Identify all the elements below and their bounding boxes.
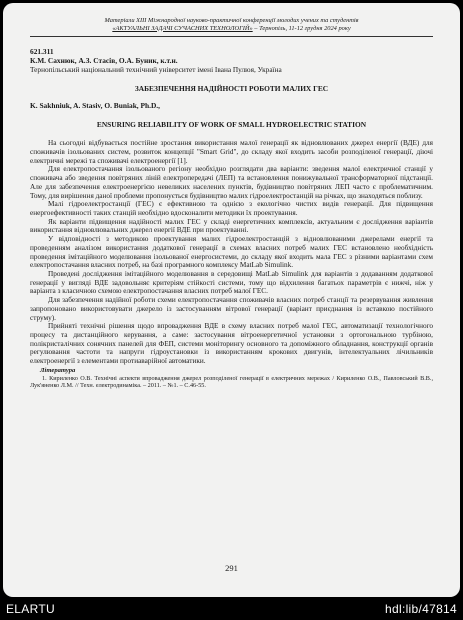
authors-ukrainian: К.М. Сахнюк, А.З. Стасів, О.А. Буник, к.т.н. — [30, 56, 178, 66]
reference-item: 1. Кириленко О.В. Технічні аспекти впровадження джерел розподіленої генерації в електричних мережах / Кириленко О.В., Павловський В.В., Лук'яненко Л.М. // Техн. електродинаміка. – 2011. – №1. – С.46-55. — [30, 374, 433, 390]
repository-label: ELARTU — [6, 602, 55, 616]
header-conference-name: «АКТУАЛЬНІ ЗАДАЧІ СУЧАСНИХ ТЕХНОЛОГІЙ» — [112, 24, 253, 32]
handle-label: hdl:lib/47814 — [385, 602, 457, 616]
paragraph: Як варіанти підвищення надійності малих ГЕС у складі енергетичних комплексів, актуальним є дослідження варіантів використання відновлювальних джерел енергії ВДЕ при проектуванні. — [30, 217, 433, 235]
paragraph: У відповідності з методикою проектування малих гідроелектростанцій з відновлюваними джерелами енергії та проведенням аналізом використання додаткової генерації в схемах власних потреб малих ГЕС встановлено необхідність проведення імітаційного моделювання ізольованої енергосистеми, до складу якої входить мала ГЕС з різними варіантами схем електропостачання власних потреб, на базі програмного комплексу MatLab Simulink. — [30, 235, 433, 270]
authors-english: K. Sakhniuk, A. Stasiv, O. Buniak, Ph.D., — [30, 101, 161, 111]
literature-heading: Література — [40, 366, 76, 374]
paragraph: Проведені дослідження імітаційного моделювання в середовищі MatLab Simulink для варіантів з додаванням додаткової генерації у вигляді ВДЕ задовольняє критеріям стійкості системи, тому що відхилення багатьох параметрів є нижчі, ніж у варіанта з класичною схемою електропостачання власних потреб малої ГЕС. — [30, 269, 433, 296]
title-ukrainian: ЗАБЕЗПЕЧЕННЯ НАДІЙНОСТІ РОБОТИ МАЛИХ ГЕС — [134, 84, 329, 94]
header-divider — [30, 36, 433, 37]
affiliation: Тернопільський національний технічний університет імені Івана Пулюя, Україна — [30, 65, 282, 75]
running-header — [30, 17, 433, 32]
page-content — [30, 3, 433, 390]
paragraph: Для забезпечення надійної роботи схеми електропостачання споживачів власних потреб станції та резервування живлення запропоновано використовувати джерело із застосуванням вітрової генерації (варіант приєднання із вставкою постійного струму). — [30, 296, 433, 322]
udc-code: 621.311 — [30, 47, 54, 57]
paragraph: Прийняті технічні рішення щодо впровадження ВДЕ в схему власних потреб малої ГЕС, автоматизації технологічного процесу та дистанційного керування, а саме: застосування вітроенергетичної установки з ортогональною турбіною, полікристалічних сонячних панелей для ФЕП, системи моніторингу основного та допоміжного обладнання, конструкції органів регулювання частоти та напруги гідроустановки із використанням крокових двигунів, інтелектуальних лічильників електроенергії з елементами протиаварійної автоматики. — [30, 322, 433, 366]
page-number: 291 — [225, 563, 238, 573]
article-body — [30, 139, 433, 390]
title-english: ENSURING RELIABILITY OF WORK OF SMALL HYDROELECTRIC STATION — [96, 120, 367, 130]
header-line-2 — [30, 25, 433, 33]
document-page — [3, 3, 460, 597]
header-place-date: – Тернопіль, 11-12 грудня 2024 року — [252, 24, 351, 32]
paragraph: Для електропостачання ізольованого регіону необхідно розглядати два варіанти: зведення малої електричної станції у споживача або зведення повітряних ліній електропередачі (ЛЕП) та встановлення понижувальної трансформаторної підстанції. Але для забезпечення електроенергією невеликих населених пунктів, будівництво повітряних ЛЕП часто є проблематичним. Тому, для вирішення даної проблеми пропонується будівництво малих гідроелектростанцій на річках, що знаходяться поблизу. — [30, 165, 433, 200]
header-line-1: Матеріали XIII Міжнародної науково-практичної конференції молодих учених та студентів — [104, 17, 359, 24]
paragraph: На сьогодні відбувається постійне зростання використання малої генерації як відновлюваних джерел енергії (ВДЕ) для споживачів ізольованих систем, розвиток концепції "Smart Grid", до складу якої входить засоби розподіленої генерації, діючі електричні мережі та споживачі електроенергії [1]. — [30, 139, 433, 165]
paragraph: Малі гідроелектростанції (ГЕС) є ефективною та однією з екологічно чистих видів генерації. Для підвищення енергоефективності таких станцій необхідно вдосконалити методики їх проектування. — [30, 200, 433, 217]
